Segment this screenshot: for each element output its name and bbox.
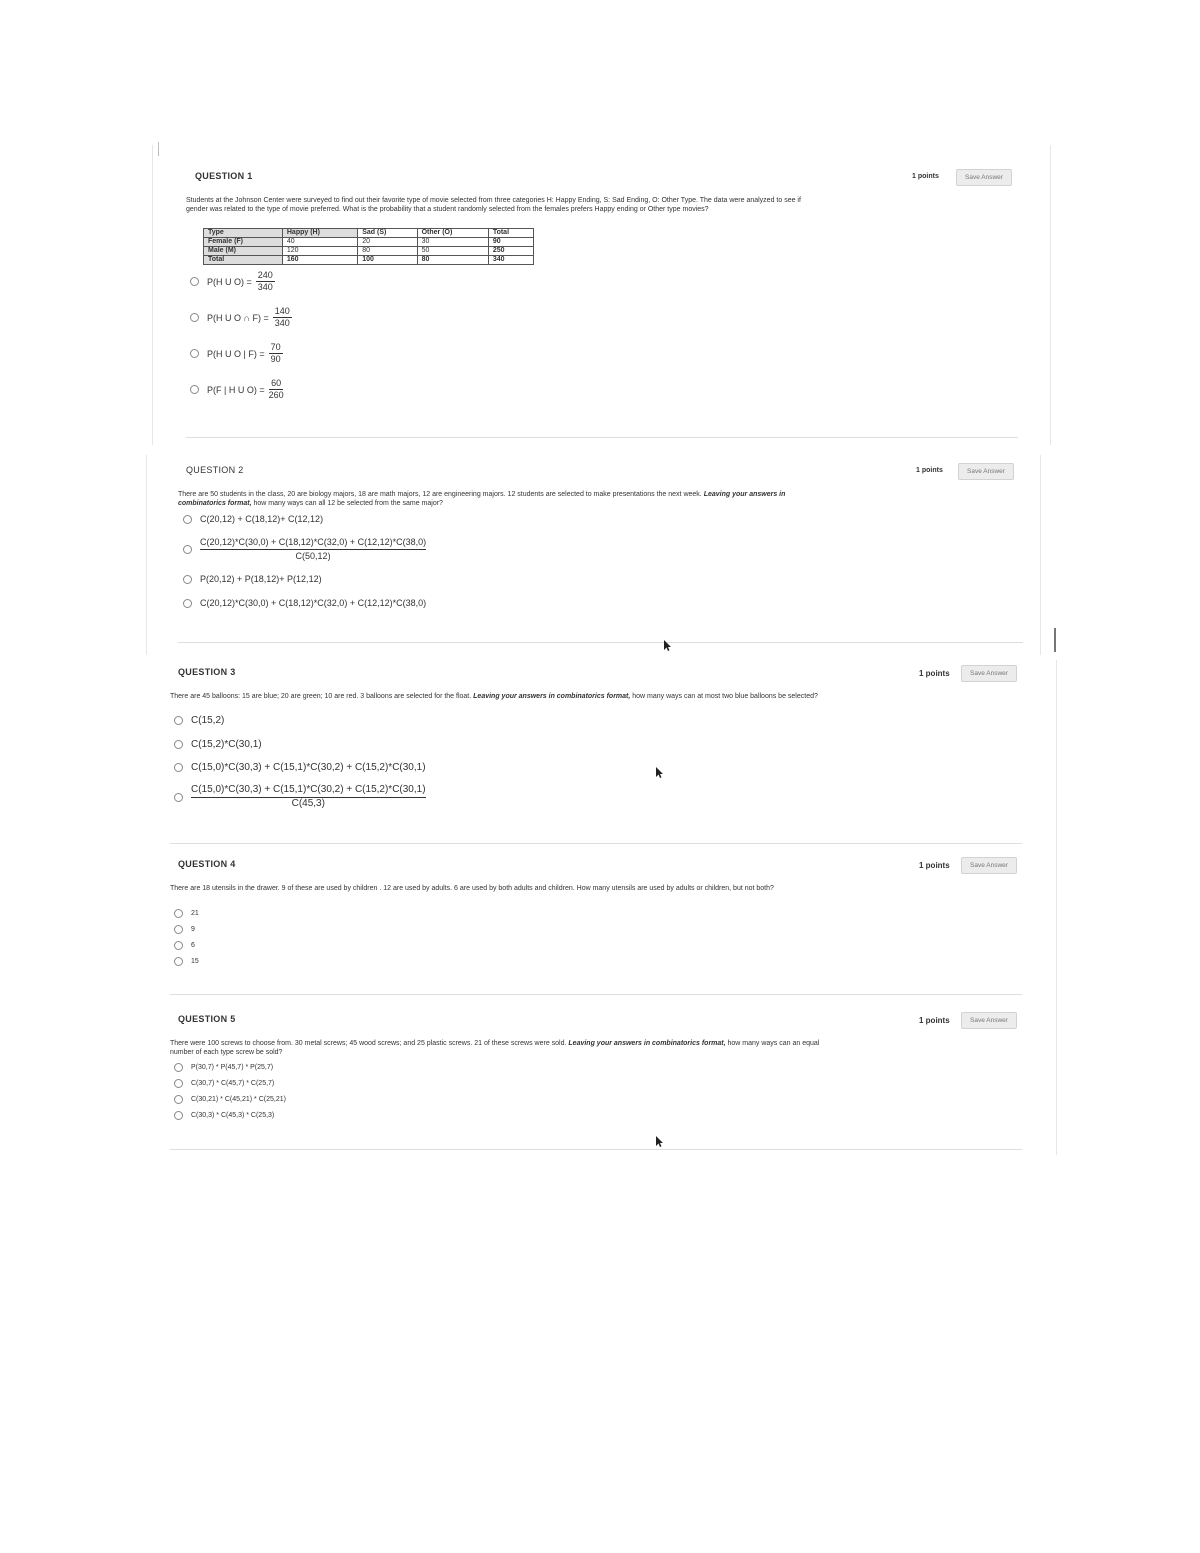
option-label: C(15,0)*C(30,3) + C(15,1)*C(30,2) + C(15,2)*C(30,1) bbox=[191, 762, 426, 773]
radio-button[interactable] bbox=[174, 716, 183, 725]
question-divider bbox=[170, 843, 1022, 844]
radio-button[interactable] bbox=[174, 941, 183, 950]
numerator: 240 bbox=[257, 270, 273, 280]
table-cell: 50 bbox=[417, 247, 488, 256]
denominator: 340 bbox=[274, 318, 290, 328]
radio-button[interactable] bbox=[190, 313, 199, 322]
prompt-text: There are 45 balloons: 15 are blue; 20 are green; 10 are red. 3 balloons are selected for the float. bbox=[170, 693, 472, 700]
prompt-emphasis: Leaving your answers in combinatorics format, bbox=[473, 693, 631, 700]
mouse-pointer-icon bbox=[656, 767, 664, 779]
fraction bbox=[269, 342, 283, 365]
table-header: Total bbox=[488, 229, 533, 238]
table-cell: 250 bbox=[488, 247, 533, 256]
table-cell: Female (F) bbox=[204, 238, 283, 247]
answer-option-3[interactable] bbox=[183, 574, 322, 584]
prompt-text: how many ways can an equal number of each type screw be sold? bbox=[170, 1040, 820, 1056]
table-cell: Total bbox=[204, 256, 283, 265]
radio-button[interactable] bbox=[190, 385, 199, 394]
points-label: 1 points bbox=[919, 1016, 950, 1025]
radio-button[interactable] bbox=[174, 763, 183, 772]
radio-button[interactable] bbox=[174, 957, 183, 966]
option-label: C(20,12) + C(18,12)+ C(12,12) bbox=[200, 514, 324, 524]
prompt-emphasis: Leaving your answers in combinatorics format, bbox=[178, 491, 786, 507]
frame-right-line-3 bbox=[1056, 660, 1057, 1155]
fraction bbox=[191, 784, 426, 810]
radio-button[interactable] bbox=[174, 1063, 183, 1072]
question-divider bbox=[170, 1149, 1022, 1150]
frame-left-line bbox=[152, 145, 153, 445]
option-label: C(30,3) * C(45,3) * C(25,3) bbox=[191, 1112, 275, 1119]
option-label: 6 bbox=[191, 942, 195, 949]
numerator: 140 bbox=[274, 306, 290, 316]
table-cell: 80 bbox=[417, 256, 488, 265]
table-header: Happy (H) bbox=[282, 229, 357, 238]
prompt-text: There were 100 screws to choose from. 30 metal screws; 45 wood screws; and 25 plastic screws. 21 of these screws were sold. bbox=[170, 1040, 567, 1047]
radio-button[interactable] bbox=[174, 740, 183, 749]
radio-button[interactable] bbox=[174, 793, 183, 802]
option-label: 21 bbox=[191, 910, 199, 917]
points-label: 1 points bbox=[912, 173, 939, 180]
save-answer-button[interactable]: Save Answer bbox=[956, 169, 1012, 186]
option-label: C(30,7) * C(45,7) * C(25,7) bbox=[191, 1080, 275, 1087]
radio-button[interactable] bbox=[174, 909, 183, 918]
answer-option-4[interactable] bbox=[174, 957, 199, 966]
table-header: Sad (S) bbox=[358, 229, 417, 238]
fraction bbox=[269, 378, 284, 401]
table-cell: 20 bbox=[358, 238, 417, 247]
frame-left-line-top bbox=[158, 142, 159, 156]
prompt-text: how many ways can all 12 be selected from the same major? bbox=[253, 500, 443, 507]
points-label: 1 points bbox=[919, 669, 950, 678]
radio-button[interactable] bbox=[190, 349, 199, 358]
denominator: 260 bbox=[268, 390, 284, 400]
table-cell: 80 bbox=[358, 247, 417, 256]
denominator: 90 bbox=[270, 354, 281, 364]
denominator: C(50,12) bbox=[295, 551, 331, 561]
table-cell: 90 bbox=[488, 238, 533, 247]
numerator: 70 bbox=[270, 342, 281, 352]
question-prompt bbox=[178, 490, 823, 508]
question-title: QUESTION 3 bbox=[178, 667, 236, 677]
answer-option-1[interactable] bbox=[174, 715, 224, 726]
fraction bbox=[256, 270, 275, 293]
table-cell: 30 bbox=[417, 238, 488, 247]
radio-button[interactable] bbox=[183, 575, 192, 584]
denominator: 340 bbox=[257, 282, 273, 292]
save-answer-button[interactable]: Save Answer bbox=[961, 1012, 1017, 1029]
option-label: C(30,21) * C(45,21) * C(25,21) bbox=[191, 1096, 286, 1103]
answer-option-4[interactable] bbox=[183, 598, 426, 608]
answer-option-4[interactable] bbox=[190, 378, 284, 401]
radio-button[interactable] bbox=[174, 1111, 183, 1120]
question-prompt bbox=[170, 692, 825, 701]
option-label: C(15,2) bbox=[191, 715, 225, 726]
radio-button[interactable] bbox=[183, 515, 192, 524]
option-label: C(20,12)*C(30,0) + C(18,12)*C(32,0) + C(12,12)*C(38,0) bbox=[200, 598, 427, 608]
points-label: 1 points bbox=[916, 467, 943, 474]
question-divider bbox=[178, 642, 1023, 643]
table-cell: 160 bbox=[282, 256, 357, 265]
table-header: Type bbox=[204, 229, 283, 238]
radio-button[interactable] bbox=[174, 1095, 183, 1104]
answer-option-1[interactable] bbox=[183, 514, 323, 524]
save-answer-button[interactable]: Save Answer bbox=[961, 857, 1017, 874]
answer-option-3[interactable] bbox=[174, 941, 195, 950]
answer-option-2[interactable] bbox=[183, 536, 426, 562]
numerator: C(20,12)*C(30,0) + C(18,12)*C(32,0) + C(12,12)*C(38,0) bbox=[200, 536, 426, 550]
scrollbar-indicator[interactable] bbox=[1054, 628, 1056, 652]
radio-button[interactable] bbox=[183, 545, 192, 554]
answer-option-4[interactable] bbox=[174, 1111, 274, 1120]
answer-option-3[interactable] bbox=[190, 342, 283, 365]
answer-option-4[interactable] bbox=[174, 784, 426, 810]
answer-option-3[interactable] bbox=[174, 762, 426, 773]
question-prompt bbox=[170, 1039, 820, 1057]
question-divider bbox=[170, 994, 1022, 995]
option-label: P(20,12) + P(18,12)+ P(12,12) bbox=[200, 574, 322, 584]
prompt-text: how many ways can at most two blue balloons be selected? bbox=[632, 693, 818, 700]
option-label: P(F | H U O) = bbox=[207, 384, 265, 395]
table-cell: 340 bbox=[488, 256, 533, 265]
table-cell: 100 bbox=[358, 256, 417, 265]
numerator: C(15,0)*C(30,3) + C(15,1)*C(30,2) + C(15,2)*C(30,1) bbox=[191, 784, 426, 798]
table-cell: 40 bbox=[282, 238, 357, 247]
save-answer-button[interactable]: Save Answer bbox=[961, 665, 1017, 682]
points-label: 1 points bbox=[919, 861, 950, 870]
option-label: 9 bbox=[191, 926, 195, 933]
save-answer-button[interactable]: Save Answer bbox=[958, 463, 1014, 480]
answer-option-3[interactable] bbox=[174, 1095, 286, 1104]
option-label: 15 bbox=[191, 958, 199, 965]
answer-option-2[interactable] bbox=[174, 1079, 274, 1088]
question-title: QUESTION 1 bbox=[195, 171, 253, 181]
radio-button[interactable] bbox=[174, 1079, 183, 1088]
question-title: QUESTION 5 bbox=[178, 1014, 236, 1024]
answer-option-2[interactable] bbox=[174, 739, 262, 750]
question-title: QUESTION 2 bbox=[186, 465, 244, 475]
radio-button[interactable] bbox=[174, 925, 183, 934]
mouse-pointer-icon bbox=[656, 1136, 664, 1148]
option-label: P(30,7) * P(45,7) * P(25,7) bbox=[191, 1064, 274, 1071]
frame-right-line bbox=[1050, 145, 1051, 445]
table-header: Other (O) bbox=[417, 229, 488, 238]
prompt-emphasis: Leaving your answers in combinatorics format, bbox=[568, 1040, 726, 1047]
table-cell: 120 bbox=[282, 247, 357, 256]
option-label: P(H U O ∩ F) = bbox=[207, 312, 269, 323]
frame-left-line-2 bbox=[146, 455, 147, 655]
question-prompt: Students at the Johnson Center were surveyed to find out their favorite type of movie selected from three categories H: Happy Ending, S: Sad Ending, O: Other Type. The data were analyzed to see if gender was related to the type of movie preferred. What is the probability that a student randomly selected from the females prefers Happy ending or Other type movies? bbox=[186, 197, 801, 213]
numerator: 60 bbox=[271, 378, 282, 388]
gender-movie-table bbox=[203, 228, 534, 265]
table-cell: Male (M) bbox=[204, 247, 283, 256]
prompt-text: There are 50 students in the class, 20 are biology majors, 18 are math majors, 12 are engineering majors. 12 students are selected to make presentations the next week. bbox=[178, 491, 702, 498]
frame-right-line-2 bbox=[1040, 455, 1041, 655]
fraction bbox=[273, 306, 292, 329]
answer-option-2[interactable] bbox=[174, 925, 195, 934]
option-label: P(H U O | F) = bbox=[207, 348, 265, 359]
radio-button[interactable] bbox=[190, 277, 199, 286]
mouse-pointer-icon bbox=[664, 640, 672, 652]
answer-option-2[interactable] bbox=[190, 306, 292, 329]
option-label: C(15,2)*C(30,1) bbox=[191, 739, 262, 750]
fraction bbox=[200, 536, 426, 562]
answer-option-1[interactable] bbox=[190, 270, 275, 293]
answer-option-1[interactable] bbox=[174, 909, 199, 918]
radio-button[interactable] bbox=[183, 599, 192, 608]
question-prompt: There are 18 utensils in the drawer. 9 of these are used by children . 12 are used by adults. 6 are used by both adults and children. How many utensils are used by adults or children, but not both? bbox=[170, 885, 774, 892]
denominator: C(45,3) bbox=[291, 798, 325, 809]
question-title: QUESTION 4 bbox=[178, 859, 236, 869]
answer-option-1[interactable] bbox=[174, 1063, 273, 1072]
question-divider bbox=[186, 437, 1018, 438]
option-label: P(H U O) = bbox=[207, 276, 252, 287]
